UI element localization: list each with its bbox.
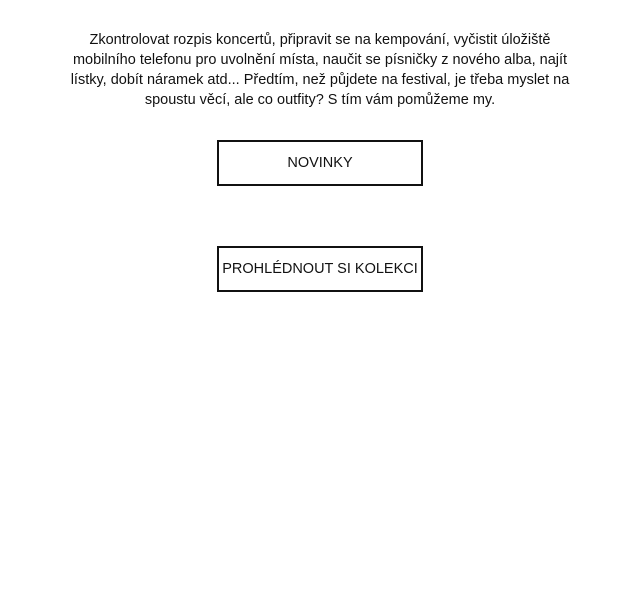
intro-text: Zkontrolovat rozpis koncertů, připravit se na kempování, vyčistit úložiště mobilního telefonu pro uvolnění místa, naučit se písničky z nového alba, najít lístky, dobít náramek atd... Předtím, než půjdete na festival, je třeba myslet na spoustu věcí, ale co outfity? S tím vám pomůžeme my. [70,32,570,108]
news-button[interactable]: NOVINKY [217,140,423,186]
browse-collection-button[interactable]: PROHLÉDNOUT SI KOLEKCI [217,246,423,292]
